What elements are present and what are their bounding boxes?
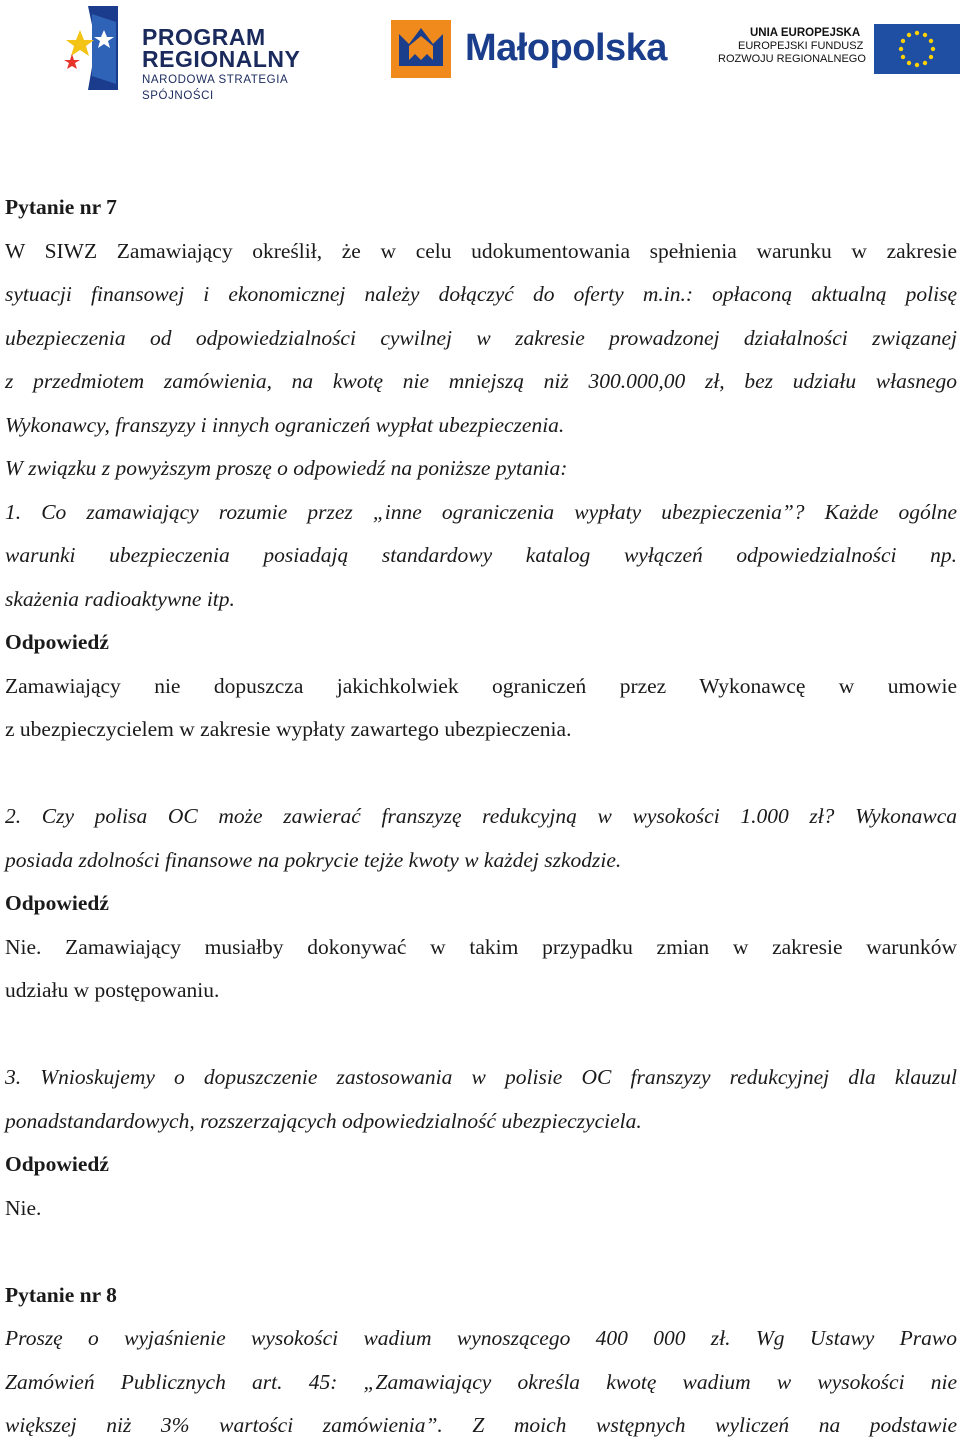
- eu-fund-line-2: ROZWOJU REGIONALNEGO: [718, 53, 866, 65]
- regionalny-word: REGIONALNY: [142, 46, 301, 72]
- eu-logo: [718, 24, 960, 76]
- paragraph-gap: [5, 752, 957, 796]
- answer-label: Odpowiedź: [5, 630, 109, 654]
- q7-sub2-question-line: posiada zdolności finansowe na pokrycie tejże kwoty w każdej szkodzie.: [5, 847, 622, 872]
- q7-sub2-answer-line: udziału w postępowaniu.: [5, 978, 220, 1002]
- q7-sub1-question-line: 1. Co zamawiający rozumie przez „inne ograniczenia wypłaty ubezpieczenia”? Każde ogólne: [5, 499, 957, 524]
- q7-sub3-answer-line: Nie.: [5, 1195, 42, 1220]
- program-regionalny-text: [142, 26, 358, 104]
- q7-intro-line: W związku z powyższym proszę o odpowiedź na poniższe pytania:: [5, 456, 568, 480]
- q8-text-line: większej niż 3% wartości zamówienia”. Z moich wstępnych wyliczeń na podstawie: [5, 1413, 957, 1437]
- q7-sub1-question-line: warunki ubezpieczenia posiadają standardowy katalog wyłączeń odpowiedzialności np.: [5, 543, 957, 567]
- eu-fund-line: EUROPEJSKI FUNDUSZ: [738, 40, 864, 52]
- q7-sub2-question-line: 2. Czy polisa OC może zawierać franszyzę redukcyjną w wysokości 1.000 zł? Wykonawca: [5, 804, 957, 828]
- q7-sub1-answer-line: Zamawiający nie dopuszcza jakichkolwiek ograniczeń przez Wykonawcę w umowie: [5, 673, 957, 698]
- question-7-heading: Pytanie nr 7: [5, 195, 117, 219]
- q7-sub1-question-line: skażenia radioaktywne itp.: [5, 586, 235, 611]
- q7-sub2-answer-line: Nie. Zamawiający musiałby dokonywać w takim przypadku zmian w zakresie warunków: [5, 934, 957, 959]
- paragraph-gap: [5, 1013, 957, 1057]
- q7-intro-line: W SIWZ Zamawiający określił, że w celu udokumentowania spełnienia warunku w zakresie: [5, 238, 957, 263]
- q8-text-line: Proszę o wyjaśnienie wysokości wadium wynoszącego 400 000 zł. Wg Ustawy Prawo: [5, 1326, 957, 1350]
- eu-flag-icon: [874, 24, 960, 74]
- q7-intro-line: Wykonawcy, franszyzy i innych ograniczeń wypłat ubezpieczenia.: [5, 412, 565, 437]
- program-word: PROGRAM: [142, 24, 266, 50]
- document-body: [5, 186, 957, 1448]
- q7-intro-line: sytuacji finansowej i ekonomicznej należy dołączyć do oferty m.in.: opłaconą aktualną polisę: [5, 282, 957, 306]
- strategy-subtitle: NARODOWA STRATEGIA SPÓJNOŚCI: [142, 74, 288, 102]
- answer-label: Odpowiedź: [5, 891, 109, 915]
- program-regionalny-emblem-icon: [58, 4, 138, 94]
- question-8-heading: Pytanie nr 8: [5, 1282, 117, 1307]
- eu-name: UNIA EUROPEJSKA: [750, 27, 861, 39]
- malopolska-wordmark: Małopolska: [465, 27, 667, 69]
- answer-label: Odpowiedź: [5, 1152, 109, 1176]
- q7-sub3-question-line: 3. Wnioskujemy o dopuszczenie zastosowania w polisie OC franszyzy redukcyjnej dla klauzul: [5, 1065, 957, 1089]
- q7-intro-line: z przedmiotem zamówienia, na kwotę nie mniejszą niż 300.000,00 zł, bez udziału własnego: [5, 369, 957, 393]
- eu-text: [718, 27, 866, 66]
- q7-sub3-question-line: ponadstandardowych, rozszerzających odpowiedzialność ubezpieczyciela.: [5, 1108, 642, 1133]
- malopolska-logo: [391, 20, 691, 80]
- malopolska-crown-icon: [391, 20, 451, 78]
- q8-text-line: Zamówień Publicznych art. 45: „Zamawiający określa kwotę wadium w wysokości nie: [5, 1369, 957, 1394]
- program-regionalny-logo: [58, 4, 358, 102]
- paragraph-gap: [5, 1230, 957, 1274]
- q7-sub1-answer-line: z ubezpieczycielem w zakresie wypłaty zawartego ubezpieczenia.: [5, 717, 572, 741]
- q7-intro-line: ubezpieczenia od odpowiedzialności cywilnej w zakresie prowadzonej działalności związanej: [5, 325, 957, 350]
- page-header: [0, 0, 960, 100]
